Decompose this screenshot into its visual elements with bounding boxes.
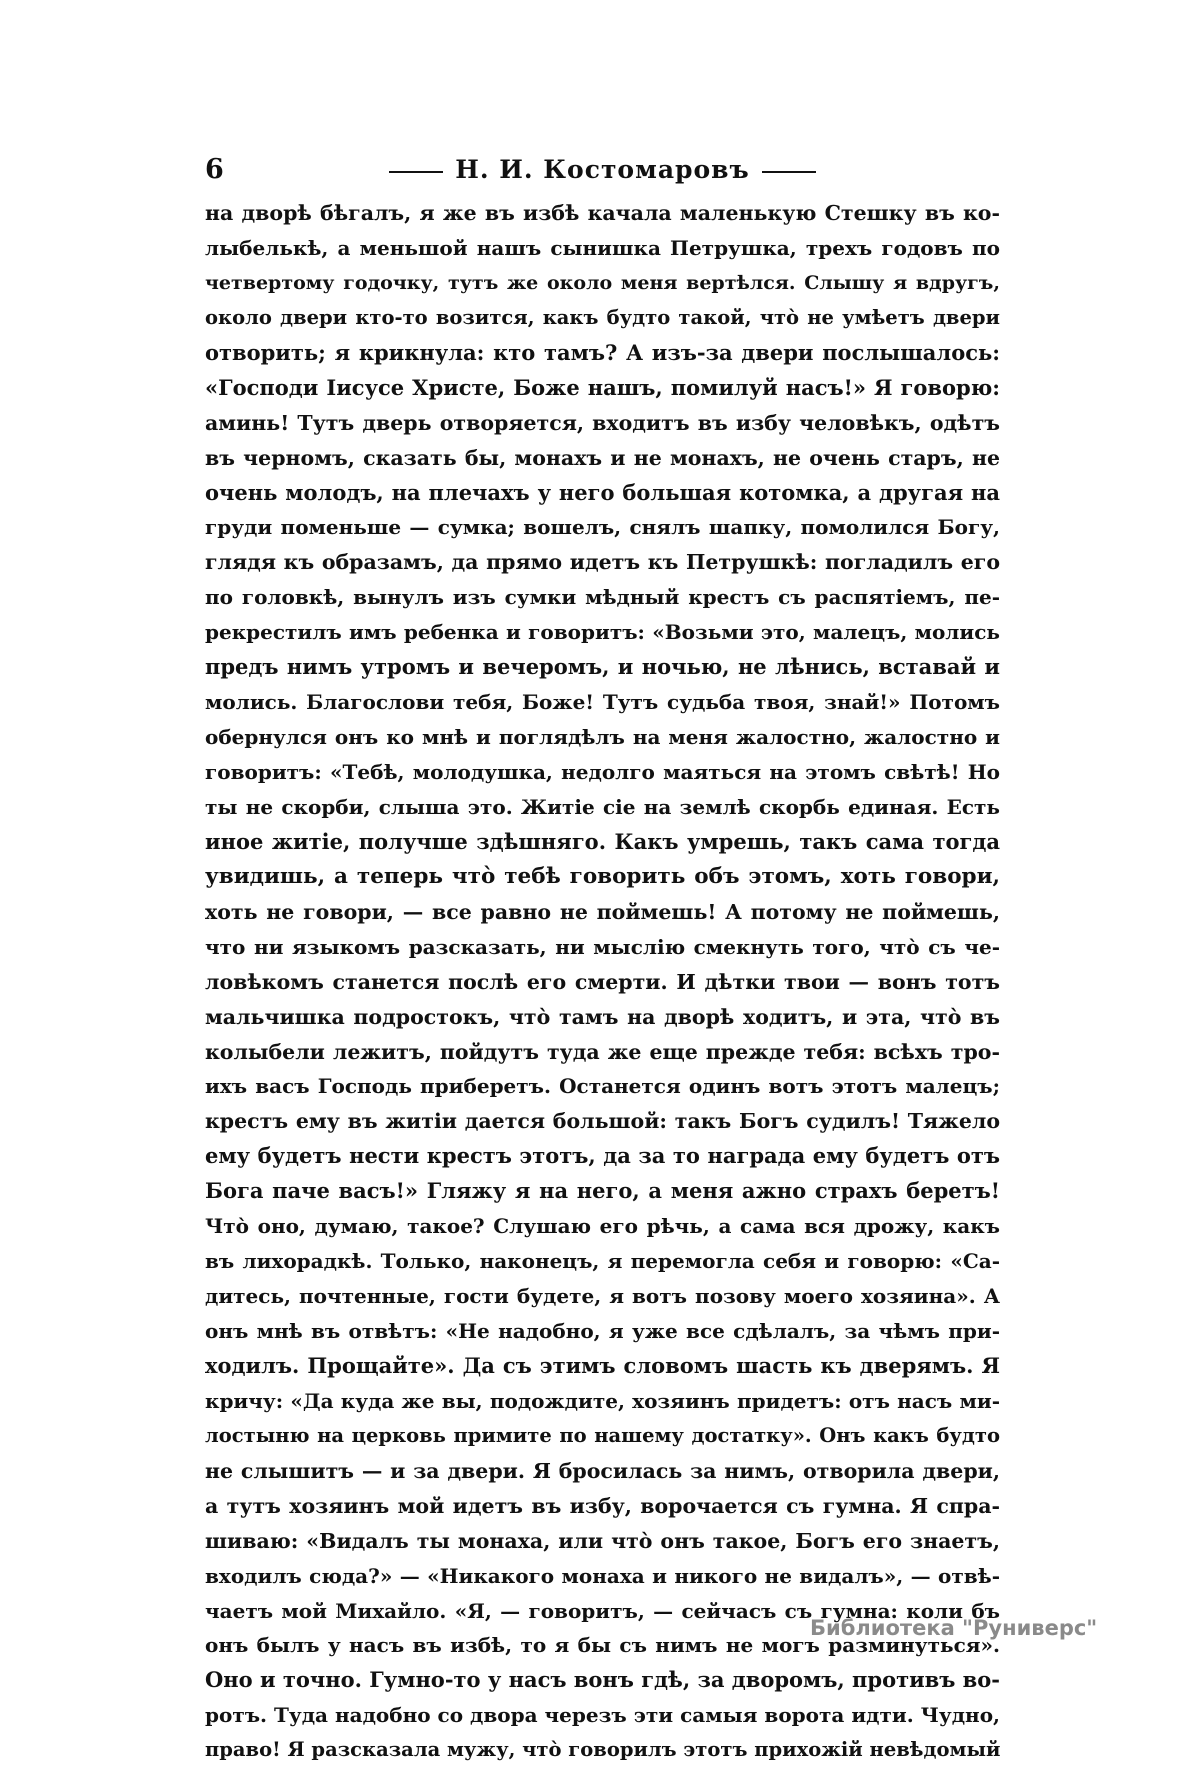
text-line: «Господи Іисусе Христе, Боже нашъ, помилуй насъ!» Я говорю: — [205, 374, 1000, 400]
text-line: ходилъ. Прощайте». Да съ этимъ словомъ шасть къ дверямъ. Я — [205, 1352, 1000, 1378]
text-line: Что̀ оно, думаю, такое? Слушаю его рѣчь, а сама вся дрожу, какъ — [205, 1214, 1000, 1239]
text-line: Бога паче васъ!» Гляжу я на него, а меня ажно страхъ беретъ! — [205, 1178, 1000, 1204]
text-line: глядя къ образамъ, да прямо идетъ къ Петрушкѣ: погладилъ его — [205, 550, 1000, 575]
text-line: мальчишка подростокъ, что̀ тамъ на дворѣ ходитъ, и эта, что̀ въ — [205, 1004, 1000, 1029]
text-line: не слышитъ — и за двери. Я бросилась за нимъ, отворила двери, — [205, 1458, 1000, 1483]
text-line: дитесь, почтенные, гости будете, я вотъ позову моего хозяина». А — [205, 1284, 1000, 1309]
text-line: лостыню на церковь примите по нашему достатку». Онъ какъ будто — [205, 1423, 1000, 1447]
text-line: увидишь, а теперь что̀ тебѣ говорить объ этомъ, хоть говори, — [205, 863, 1000, 889]
text-line: ты не скорби, слыша это. Житіе сіе на землѣ скорбь единая. Есть — [205, 794, 1000, 819]
text-line: предъ нимъ утромъ и вечеромъ, и ночью, не лѣнись, вставай и — [205, 654, 1000, 680]
text-line: говоритъ: «Тебѣ, молодушка, недолго маяться на этомъ свѣтѣ! Но — [205, 760, 1000, 784]
library-watermark: Библиотека "Руниверс" — [810, 1616, 1098, 1640]
running-head — [205, 150, 1000, 190]
text-line: молись. Благослови тебя, Боже! Тутъ судьба твоя, знай!» Потомъ — [205, 690, 1000, 715]
text-line: обернулся онъ ко мнѣ и поглядѣлъ на меня жалостно, жалостно и — [205, 725, 1000, 750]
text-line: иное житіе, получше здѣшняго. Какъ умрешь, такъ сама тогда — [205, 828, 1000, 854]
text-line: четвертому годочку, тутъ же около меня вертѣлся. Слышу я вдругъ, — [205, 271, 1000, 294]
text-line: ротъ. Туда надобно со двора черезъ эти самыя ворота идти. Чудно, — [205, 1703, 1000, 1728]
text-line: около двери кто-то возится, какъ будто такой, что̀ не умѣетъ двери — [205, 305, 1000, 329]
text-line: ему будетъ нести крестъ этотъ, да за то награда ему будетъ отъ — [205, 1143, 1000, 1169]
text-line: лыбелькѣ, а меньшой нашъ сынишка Петрушка, трехъ годовъ по — [205, 235, 1000, 260]
text-line: очень молодъ, на плечахъ у него большая котомка, а другая на — [205, 479, 1000, 505]
text-line: онъ мнѣ въ отвѣтъ: «Не надобно, я уже все сдѣлалъ, за чѣмъ при- — [205, 1319, 1000, 1343]
text-line: колыбели лежитъ, пойдутъ туда же еще прежде тебя: всѣхъ тро- — [205, 1039, 1000, 1064]
text-line: ловѣкомъ станется послѣ его смерти. И дѣтки твои — вонъ тотъ — [205, 969, 1000, 994]
text-line: по головкѣ, вынулъ изъ сумки мѣдный крестъ съ распятіемъ, пе- — [205, 585, 1000, 610]
text-line: онъ былъ у насъ въ избѣ, то я бы съ нимъ не могъ разминуться». — [205, 1633, 1000, 1658]
text-line: шиваю: «Видалъ ты монаха, или что̀ онъ такое, Богъ его знаетъ, — [205, 1528, 1000, 1553]
text-line: а тутъ хозяинъ мой идетъ въ избу, ворочается съ гумна. Я спра- — [205, 1493, 1000, 1518]
text-line: рекрестилъ имъ ребенка и говоритъ: «Возьми это, малецъ, молись — [205, 620, 1000, 645]
text-line: кричу: «Да куда же вы, подождите, хозяинъ придетъ: отъ насъ ми- — [205, 1388, 1000, 1413]
page-header — [205, 150, 1000, 190]
right-rule — [762, 171, 816, 173]
text-line: аминь! Тутъ дверь отворяется, входитъ въ избу человѣкъ, одѣтъ — [205, 410, 1000, 435]
text-line: что ни языкомъ разсказать, ни мыслію смекнуть того, что̀ съ че- — [205, 934, 1000, 959]
text-line: крестъ ему въ житіи дается большой: такъ Богъ судилъ! Тяжело — [205, 1109, 1000, 1134]
left-rule — [389, 171, 443, 173]
text-line: право! Я разсказала мужу, что̀ говорилъ этотъ прихожій невѣдомый — [205, 1738, 1000, 1762]
body-text — [205, 196, 1000, 1768]
text-line: въ черномъ, сказать бы, монахъ и не монахъ, не очень старъ, не — [205, 445, 1000, 470]
text-line: чаетъ мой Михайло. «Я, — говоритъ, — сейчасъ съ гумна: коли бъ — [205, 1598, 1000, 1623]
text-line: отворить; я крикнула: кто тамъ? А изъ-за двери послышалось: — [205, 339, 1000, 365]
text-line: хоть не говори, — все равно не поймешь! А потому не поймешь, — [205, 899, 1000, 924]
text-line: Оно и точно. Гумно-то у насъ вонъ гдѣ, за дворомъ, противъ во- — [205, 1667, 1000, 1693]
text-line: входилъ сюда?» — «Никакого монаха и никого не видалъ», — отвѣ- — [205, 1563, 1000, 1588]
page-number: 6 — [205, 154, 224, 185]
text-line: груди поменьше — сумка; вошелъ, снялъ шапку, помолился Богу, — [205, 515, 1000, 540]
running-title: Н. И. Костомаровъ — [455, 155, 750, 184]
text-line: ихъ васъ Господь приберетъ. Останется одинъ вотъ этотъ малецъ; — [205, 1074, 1000, 1099]
text-line: на дворѣ бѣгалъ, я же въ избѣ качала маленькую Стешку въ ко- — [205, 201, 1000, 225]
text-line: въ лихорадкѣ. Только, наконецъ, я перемогла себя и говорю: «Са- — [205, 1249, 1000, 1274]
